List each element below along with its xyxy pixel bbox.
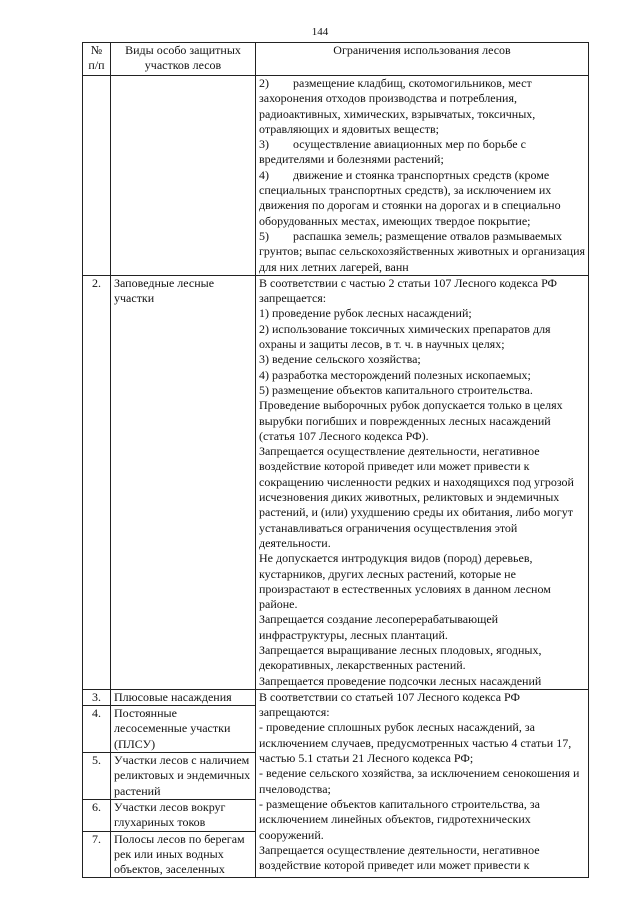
row-num: 7. (83, 831, 111, 878)
header-kind: Виды особо защитных участков лесов (111, 43, 256, 76)
limit-line: Не допускается интродукция видов (пород) деревьев, кустарников, других лесных растений, которые не произрастают в естественных условиях в данном лесном районе. (259, 551, 551, 612)
limit-line: 4) разработка месторождений полезных ископаемых; (259, 367, 531, 382)
row-kind: Плюсовые насаждения (111, 689, 256, 705)
list-item: 2) размещение кладбищ, скотомогильников, мест захоронения отходов производства и потребления, радиоактивных, химических, взрывчатых, токсичных, отравляющих и ядовитых веществ; (259, 76, 536, 136)
cell-num-empty (83, 76, 111, 276)
limit-line: 2) использование токсичных химических препаратов для охраны и защиты лесов, в т. ч. в научных целях; (259, 321, 551, 352)
cell-limits-reserved (256, 275, 589, 689)
row-num: 6. (83, 799, 111, 831)
limit-line: 3) ведение сельского хозяйства; (259, 352, 421, 367)
table-header-row (83, 43, 589, 76)
limit-line: Запрещается осуществление деятельности, негативное воздействие которой приведет или может привести к сокращению численности редких и находящихся под угрозой исчезновения диких животных, реликтовых и эндемичных растений, и (или) ухудшению среды их обитания, либо могут устанавливаться ограничения осуществления этой деятельности. (259, 444, 574, 550)
header-num: № п/п (83, 43, 111, 76)
table-row (83, 689, 589, 705)
row-kind: Участки лесов с наличием реликтовых и эндемичных растений (111, 753, 256, 800)
row-kind: Заповедные лесные участки (111, 275, 256, 689)
list-item: 4) движение и стоянка транспортных средств (кроме специальных транспортных средств), за исключением их движения по дорогам и стоянки на дорогах и в специально оборудованных местах, имеющих твердое покрытие; (259, 167, 561, 228)
row-kind: Полосы лесов по берегам рек или иных водных объектов, заселенных (111, 831, 256, 878)
limit-line: - ведение сельского хозяйства, за исключением сенокошения и пчеловодства; (259, 766, 580, 796)
limit-line: 5) размещение объектов капитального строительства. (259, 382, 533, 397)
limit-line: Запрещается осуществление деятельности, негативное воздействие которой приведет или может привести к (259, 842, 540, 873)
header-limits: Ограничения использования лесов (256, 43, 589, 76)
limit-line: В соответствии со статьей 107 Лесного кодекса РФ запрещаются: (259, 689, 520, 720)
table-row (83, 275, 589, 689)
list-item: 3) осуществление авиационных мер по борьбе с вредителями и болезнями растений; (259, 137, 526, 167)
limit-line: - размещение объектов капитального строительства, за исключением линейных объектов, гидротехнических сооружений. (259, 796, 540, 842)
limit-line: Запрещается выращивание лесных плодовых, ягодных, декоративных, лекарственных растений. (259, 642, 542, 673)
limit-line: Запрещается проведение подсочки лесных насаждений (259, 673, 542, 688)
limit-line: - проведение сплошных рубок лесных насаждений, за исключением случаев, предусмотренных частью 4 статьи 17, частью 5.1 статьи 21 Лесного кодекса РФ; (259, 720, 572, 766)
row-num: 3. (83, 689, 111, 705)
limit-line: 1) проведение рубок лесных насаждений; (259, 306, 472, 321)
cell-kind-empty (111, 76, 256, 276)
page-number: 144 (311, 26, 329, 38)
row-kind: Участки лесов вокруг глухариных токов (111, 799, 256, 831)
row-kind: Постоянные лесосеменные участки (ПЛСУ) (111, 706, 256, 753)
limit-line: В соответствии с частью 2 статьи 107 Лесного кодекса РФ запрещается: (259, 275, 558, 306)
cell-limits-shared (256, 689, 589, 878)
list-item: 5) распашка земель; размещение отвалов размываемых грунтов; выпас сельскохозяйственных животных и организация для них летних лагерей, ванн (259, 228, 586, 274)
table-row (83, 76, 589, 276)
row-num: 2. (83, 275, 111, 689)
cell-limits-continuation (256, 76, 589, 276)
row-num: 4. (83, 706, 111, 753)
protective-forest-table (82, 42, 589, 878)
limit-line: Запрещается создание лесоперерабатывающей инфраструктуры, лесных плантаций. (259, 612, 499, 642)
row-num: 5. (83, 753, 111, 800)
limit-line: Проведение выборочных рубок допускается только в целях вырубки погибших и поврежденных лесных насаждений (статья 107 Лесного кодекса РФ). (259, 398, 563, 443)
